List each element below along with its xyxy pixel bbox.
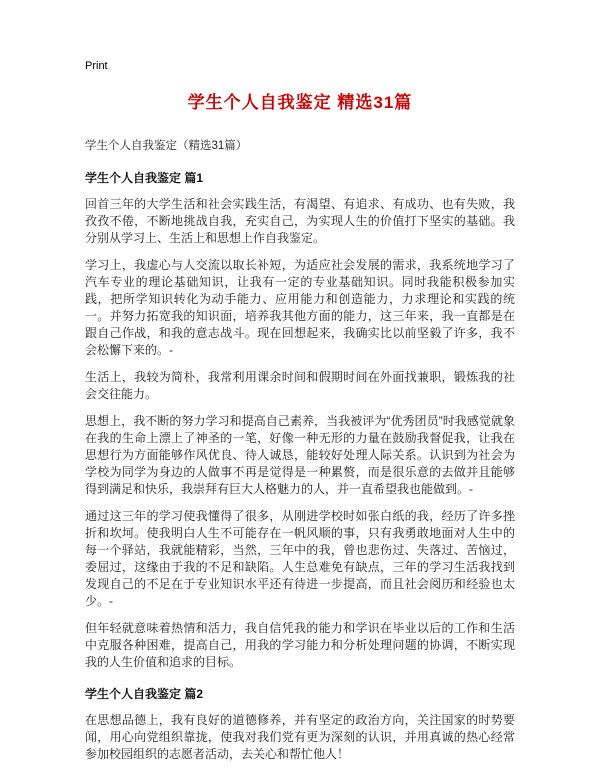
page-subtitle: 学生个人自我鉴定（精选31篇） [85, 140, 248, 152]
paragraph: 学习上，我虚心与人交流以取长补短，为适应社会发展的需求，我系统地学习了汽车专业的理论基础知识，让我有一定的专业基础知识。同时我能积极参加实践，把所学知识转化为动手能力、应用能力和创造能力，力求理论和实践的统一。并努力拓宽我的知识面，培养我其他方面的能力，这三年来，我一直都是在跟自己作战，和我的意志战斗。现在回想起来，我确实比以前坚毅了许多，我不会松懈下来的。- [85, 258, 515, 357]
paragraph: 生活上，我较为简朴，我常利用课余时间和假期时间在外面找兼职，锻炼我的社会交往能力。 [85, 370, 515, 401]
page-title: 学生个人自我鉴定 精选31篇 [187, 93, 413, 112]
section-1-heading: 学生个人自我鉴定 篇1 [85, 171, 204, 185]
section-2 [85, 685, 515, 763]
paragraph: 通过这三年的学习使我懂得了很多，从刚进学校时如张白纸的我，经历了许多挫折和坎坷。使我明白人生不可能存在一帆风顺的事，只有我勇敢地面对人生中的每一个驿站，我就能精彩，当然，三年中的我，曾也悲伤过、失落过、苦恼过，委屈过，这缘由于我的不足和缺陷。人生总难免有缺点，三年的学习生活我找到发现自己的不足在于专业知识水平还有待进一步提高，而且社会阅历和经验也太少。- [85, 509, 515, 608]
paragraph: 但年轻就意味着热情和活力，我自信凭我的能力和学识在毕业以后的工作和生活中克服各种困难，提高自己，用我的学习能力和分析处理问题的协调，不断实现我的人生价值和追求的目标。 [85, 621, 515, 669]
section-2-heading: 学生个人自我鉴定 篇2 [85, 687, 204, 701]
print-button[interactable]: Print [85, 60, 108, 72]
paragraph: 回首三年的大学生活和社会实践生活，有渴望、有追求、有成功、也有失败，我孜孜不倦，不断地挑战自我，充实自己，为实现人生的价值打下坚实的基础。我分别从学习上、生活上和思想上作自我鉴定。 [85, 197, 515, 245]
paragraph: 思想上，我不断的努力学习和提高自己素养，当我被评为“优秀团员”时我感觉就象在我的生命上漂上了神圣的一笔，好像一种无形的力量在鼓励我督促我，让我在思想行为方面能够作风优良、待人诚恳，能较好处理人际关系。认识到为社会为学校为同学为身边的人做事不再是觉得是一种累赘，而是很乐意的去做并且能够得到满足和快乐，我崇拜有巨大人格魅力的人，并一直希望我也能做到。- [85, 414, 515, 496]
section-1 [85, 169, 515, 671]
paragraph: 在思想品德上，我有良好的道德修养，并有坚定的政治方向，关注国家的时势要闻，用心向党组织靠拢，使我对我们党有更为深刻的认识，并用真诚的热心经常参加校园组织的志愿者活动，去关心和帮忙他人！ [85, 713, 515, 761]
